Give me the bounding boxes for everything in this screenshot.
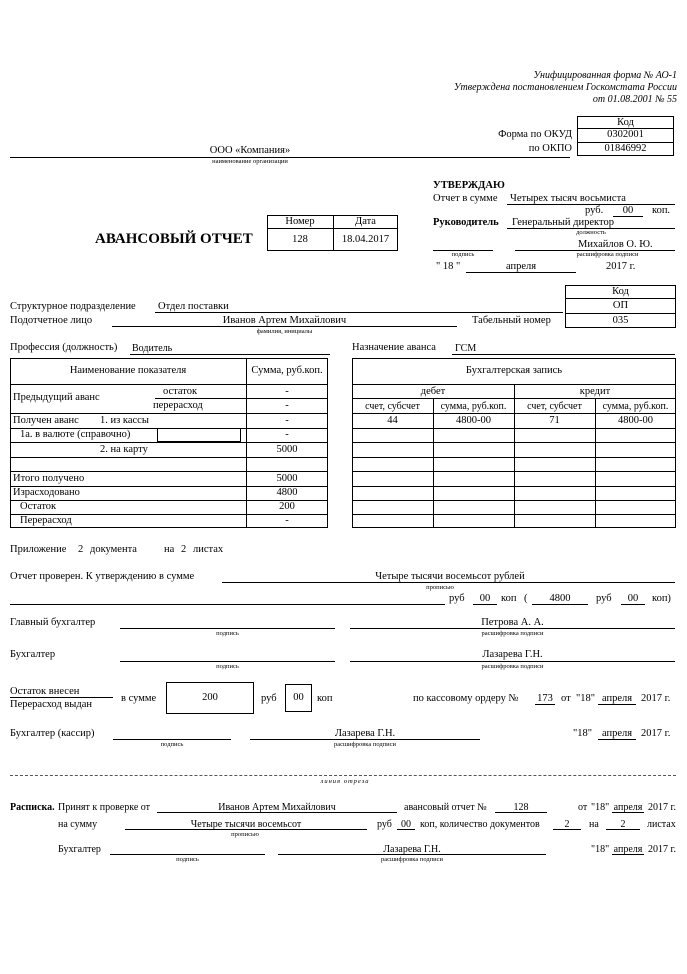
receipt-sign-caption: подпись (176, 856, 199, 863)
credit-sum-value: 4800-00 (618, 415, 653, 426)
words-caption: прописью (426, 584, 454, 591)
doc-number: 128 (292, 234, 308, 245)
over-label: Перерасход (20, 515, 72, 526)
okpo-value: 01846992 (604, 143, 647, 154)
debit-sum-header: сумма, руб.коп. (440, 401, 507, 412)
cash-order-label: по кассовому ордеру № (413, 693, 519, 704)
receipt-on: на (589, 819, 599, 830)
checked-kop2: коп) (652, 593, 671, 604)
cash-kop: коп (317, 693, 333, 704)
to-card-label: 2. на карту (100, 444, 148, 455)
credit-header: кредит (579, 386, 611, 397)
cash-month: апреля (601, 693, 633, 704)
form-line-2: Утверждена постановлением Госкомстата России (453, 82, 677, 93)
tab-number-label: Табельный номер (472, 315, 551, 326)
receipt-r-month: апреля (613, 844, 643, 855)
receipt-r-day: "18" (591, 844, 610, 855)
spent-value: 4800 (276, 487, 298, 498)
organization-name: ООО «Компания» (209, 145, 291, 156)
okpo-label: по ОКПО (528, 143, 572, 154)
attach-docs: 2 (78, 544, 84, 555)
purpose-label: Назначение аванса (352, 342, 436, 353)
code2-header: Код (612, 286, 629, 297)
profession-label: Профессия (должность) (10, 342, 118, 353)
checked-paren: ( (524, 593, 528, 604)
attach-docs-label: документа (90, 544, 137, 555)
credit-account-value: 71 (549, 415, 560, 426)
cash-year: 2017 г. (641, 693, 671, 704)
rest-value: 200 (279, 501, 295, 512)
approve-month: апреля (505, 261, 537, 272)
person-label: Подотчетное лицо (10, 315, 93, 326)
approve-sign-caption: подпись (451, 251, 475, 258)
currency-label: 1а. в валюте (справочно) (20, 429, 131, 440)
receipt-report-label: авансовый отчет № (404, 802, 487, 813)
total-received-label: Итого получено (13, 473, 85, 484)
debit-account-header: счет, субсчет (365, 401, 420, 412)
person-value: Иванов Артем Михайлович (222, 315, 347, 326)
dept-value: Отдел поставки (158, 301, 229, 312)
currency-box (157, 428, 241, 442)
cash-day: "18" (576, 693, 596, 704)
form-line-1: Унифицированная форма № АО-1 (533, 70, 677, 81)
from-cash-value: - (285, 415, 289, 426)
credit-sum-header: сумма, руб.коп. (602, 401, 669, 412)
accountant-label: Бухгалтер (10, 649, 56, 660)
remainder-value: - (285, 386, 289, 397)
rest-label: Остаток (20, 501, 57, 512)
receipt-title: Расписка. (10, 802, 55, 813)
chief-accountant-name: Петрова А. А. (481, 617, 544, 628)
cash-rub: руб (261, 693, 277, 704)
from-cash-label: 1. из кассы (100, 415, 149, 426)
receipt-month: апреля (613, 802, 643, 813)
approve-head-name: Михайлов О. Ю. (578, 239, 653, 250)
checked-kop2-value: 00 (627, 593, 639, 604)
organization-caption: наименование организации (212, 158, 288, 165)
cash-from: от (561, 693, 571, 704)
dept-code-value: ОП (612, 300, 629, 311)
accountant-sign-caption: подпись (216, 663, 239, 670)
chief-sign-caption: подпись (216, 630, 239, 637)
checked-rub2: руб (596, 593, 612, 604)
receipt-sheets: 2 (620, 819, 626, 830)
received-label: Получен аванс (13, 415, 79, 426)
prev-advance-label: Предыдущий аванс (13, 392, 100, 403)
chief-accountant-label: Главный бухгалтер (10, 617, 96, 628)
checked-words: Четыре тысячи восемьсот рублей (375, 571, 525, 582)
okud-value: 0302001 (607, 129, 644, 140)
attach-on: на (164, 544, 175, 555)
cashier-decode-caption: расшифровка подписи (333, 741, 397, 748)
position-caption: должность (576, 229, 606, 236)
receipt-kop-value: 00 (401, 819, 411, 830)
approve-head-label: Руководитель (433, 217, 499, 228)
debit-sum-value: 4800-00 (456, 415, 491, 426)
receipt-day: "18" (591, 802, 610, 813)
credit-account-header: счет, субсчет (527, 401, 582, 412)
approve-sum-label: Отчет в сумме (433, 193, 498, 204)
overspend-value: - (285, 400, 289, 411)
checked-num: 4800 (549, 593, 571, 604)
approve-decode-caption: расшифровка подписи (576, 251, 639, 258)
approve-year: 2017 г. (606, 261, 636, 272)
cashier-name: Лазарева Г.Н. (334, 728, 396, 739)
to-card-value: 5000 (276, 444, 298, 455)
receipt-from: от (578, 802, 588, 813)
over-value: - (285, 515, 289, 526)
accountant-name: Лазарева Г.Н. (482, 649, 543, 660)
rest-deposited-label: Остаток внесен (10, 686, 80, 697)
cash-kop-value: 00 (293, 692, 304, 703)
form-line-3: от 01.08.2001 № 55 (592, 94, 677, 105)
receipt-docs: 2 (564, 819, 570, 830)
cashier-day: "18" (573, 728, 593, 739)
remainder-label: остаток (163, 386, 198, 397)
approve-sum-value: Четырех тысяч восьмиста (510, 193, 626, 204)
code-header: Код (617, 117, 634, 128)
receipt-kop-docs: коп, количество документов (420, 819, 540, 830)
cashier-month: апреля (601, 728, 633, 739)
receipt-r-year: 2017 г. (648, 844, 676, 855)
overspend-issued-label: Перерасход выдан (10, 699, 92, 710)
receipt-sum-words: Четыре тысячи восемьсот (190, 819, 302, 830)
cashier-year: 2017 г. (641, 728, 671, 739)
approve-kop-value: 00 (622, 205, 634, 216)
attach-label: Приложение (10, 544, 67, 555)
document-title: АВАНСОВЫЙ ОТЧЕТ (95, 231, 253, 247)
debit-account-value: 44 (387, 415, 398, 426)
receipt-acc-name: Лазарева Г.Н. (383, 844, 441, 855)
receipt-year: 2017 г. (648, 802, 676, 813)
approve-title: УТВЕРЖДАЮ (433, 180, 505, 191)
attach-sheets-label: листах (193, 544, 224, 555)
approve-rub: руб. (585, 205, 604, 216)
accountant-decode-caption: расшифровка подписи (481, 663, 544, 670)
currency-value: - (285, 429, 289, 440)
left-col2-header: Сумма, руб.коп. (251, 365, 323, 376)
approve-day: " 18 " (436, 261, 461, 272)
receipt-from-name: Иванов Артем Михайлович (218, 802, 336, 813)
accounting-entry-header: Бухгалтерская запись (465, 365, 563, 376)
overspend-label: перерасход (153, 400, 203, 411)
left-col1-header: Наименование показателя (69, 365, 187, 376)
profession-value: Водитель (132, 343, 173, 354)
receipt-acc-label: Бухгалтер (58, 844, 101, 855)
spent-label: Израсходовано (13, 487, 80, 498)
receipt-sheets-label: листах (647, 819, 676, 830)
debit-header: дебет (420, 386, 446, 397)
checked-label: Отчет проверен. К утверждению в сумме (10, 571, 195, 582)
receipt-report-no: 128 (513, 802, 529, 813)
checked-rub: руб (449, 593, 465, 604)
chief-decode-caption: расшифровка подписи (481, 630, 544, 637)
approve-head-position: Генеральный директор (512, 217, 614, 228)
approve-kop-label: коп. (652, 205, 671, 216)
cash-amount: 200 (202, 692, 218, 703)
dept-label: Структурное подразделение (10, 301, 136, 312)
receipt-sum-label: на сумму (58, 819, 98, 830)
receipt-decode-caption: расшифровка подписи (380, 856, 444, 863)
doc-date: 18.04.2017 (341, 234, 390, 245)
cut-line (10, 775, 676, 776)
doc-number-label: Номер (285, 216, 315, 227)
cashier-label: Бухгалтер (кассир) (10, 728, 95, 739)
tab-number-value: 035 (612, 315, 629, 326)
cash-order-no: 173 (537, 693, 553, 704)
doc-date-label: Дата (355, 216, 376, 227)
attach-sheets: 2 (181, 544, 187, 555)
receipt-accepted: Принят к проверке от (58, 802, 150, 813)
cut-line-label: линия отреза (320, 778, 370, 785)
checked-kop-value: 00 (479, 593, 491, 604)
receipt-rub: руб (377, 819, 392, 830)
checked-kop: коп (501, 593, 517, 604)
okud-label: Форма по ОКУД (498, 129, 572, 140)
cash-in-sum: в сумме (121, 693, 157, 704)
total-received-value: 5000 (276, 473, 298, 484)
receipt-words-caption: прописью (231, 831, 259, 838)
person-caption: фамилия, инициалы (256, 328, 313, 335)
purpose-value: ГСМ (455, 343, 477, 354)
cashier-sign-caption: подпись (160, 741, 184, 748)
